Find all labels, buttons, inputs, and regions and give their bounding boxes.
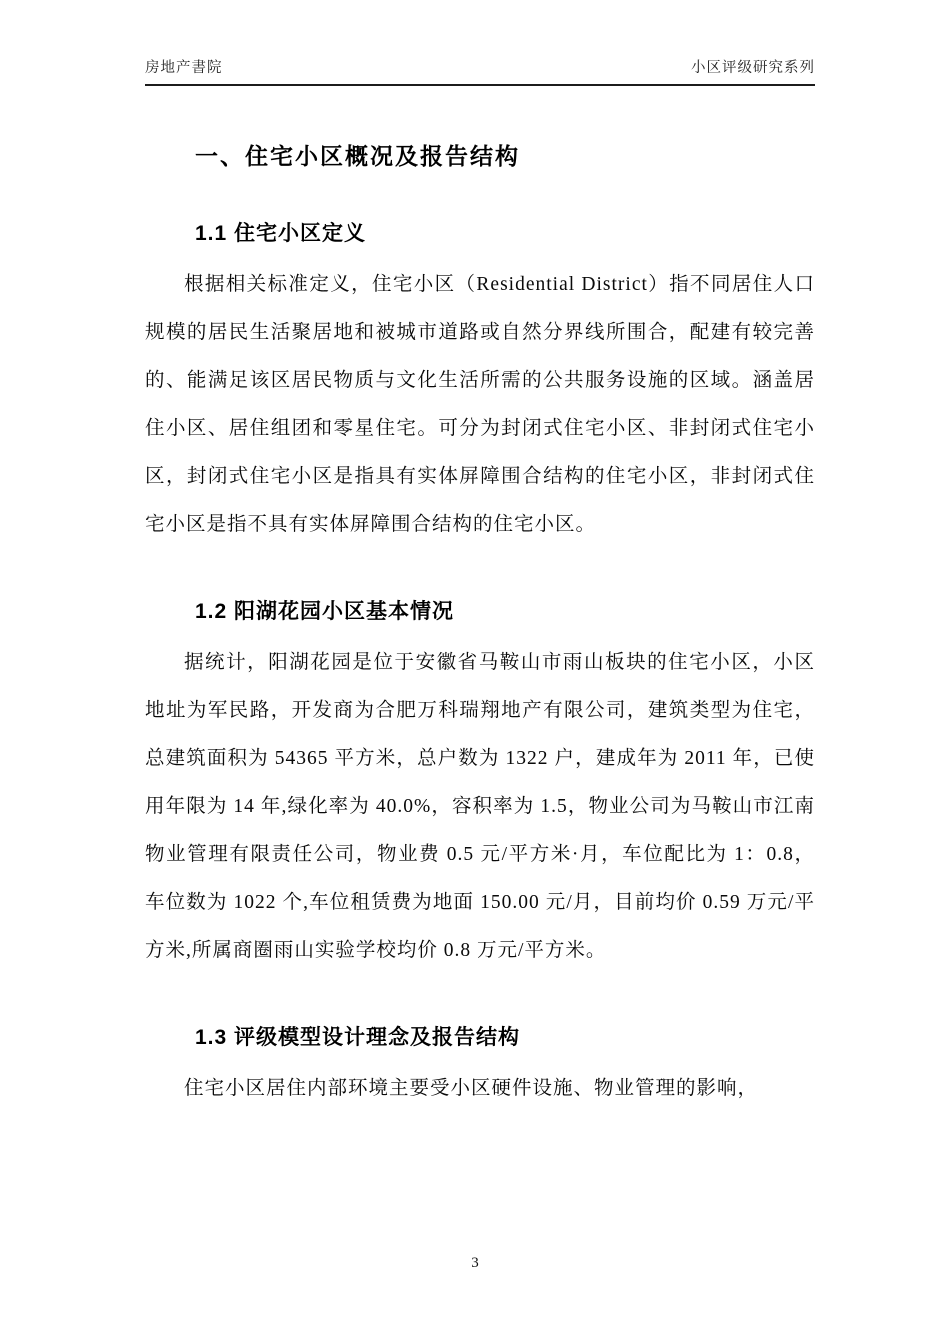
section-1-1 (145, 217, 815, 549)
section-1-1-paragraph: 根据相关标准定义，住宅小区（Residential District）指不同居住人口规模的居民生活聚居地和被城市道路或自然分界线所围合，配建有较完善的、能满足该区居民物质与文化生活所需的公共服务设施的区域。涵盖居住小区、居住组团和零星住宅。可分为封闭式住宅小区、非封闭式住宅小区，封闭式住宅小区是指具有实体屏障围合结构的住宅小区，非封闭式住宅小区是指不具有实体屏障围合结构的住宅小区。 (145, 274, 815, 535)
section-1-3 (145, 1021, 815, 1113)
section-1-1-title: 1.1 住宅小区定义 (195, 222, 367, 245)
section-1-2 (145, 595, 815, 975)
section-1-3-paragraph: 住宅小区居住内部环境主要受小区硬件设施、物业管理的影响， (184, 1078, 759, 1099)
header-right-title: 小区评级研究系列 (691, 60, 815, 76)
section-1-3-title: 1.3 评级模型设计理念及报告结构 (195, 1026, 521, 1049)
section-1-2-paragraph: 据统计，阳湖花园是位于安徽省马鞍山市雨山板块的住宅小区，小区地址为军民路，开发商为合肥万科瑞翔地产有限公司，建筑类型为住宅，总建筑面积为 54365 平方米，总户数为 1322 户，建成年为 2011 年，已使用年限为 14 年,绿化率为 40.0%，容积率为 1.5，物业公司为马鞍山市江南物业管理有限责任公司，物业费 0.5 元/平方米·月，车位配比为 1：0.8，车位数为 1022 个,车位租赁费为地面 150.00 元/月，目前均价 0.59 万元/平方米,所属商圈雨山实验学校均价 0.8 万元/平方米。 (145, 652, 815, 961)
page-number: 3 (471, 1255, 479, 1271)
page-header (145, 56, 815, 86)
chapter-title: 一、住宅小区概况及报告结构 (195, 143, 520, 169)
document-body (145, 138, 815, 1113)
section-1-2-title: 1.2 阳湖花园小区基本情况 (195, 600, 455, 623)
header-left-title: 房地产書院 (145, 60, 223, 76)
